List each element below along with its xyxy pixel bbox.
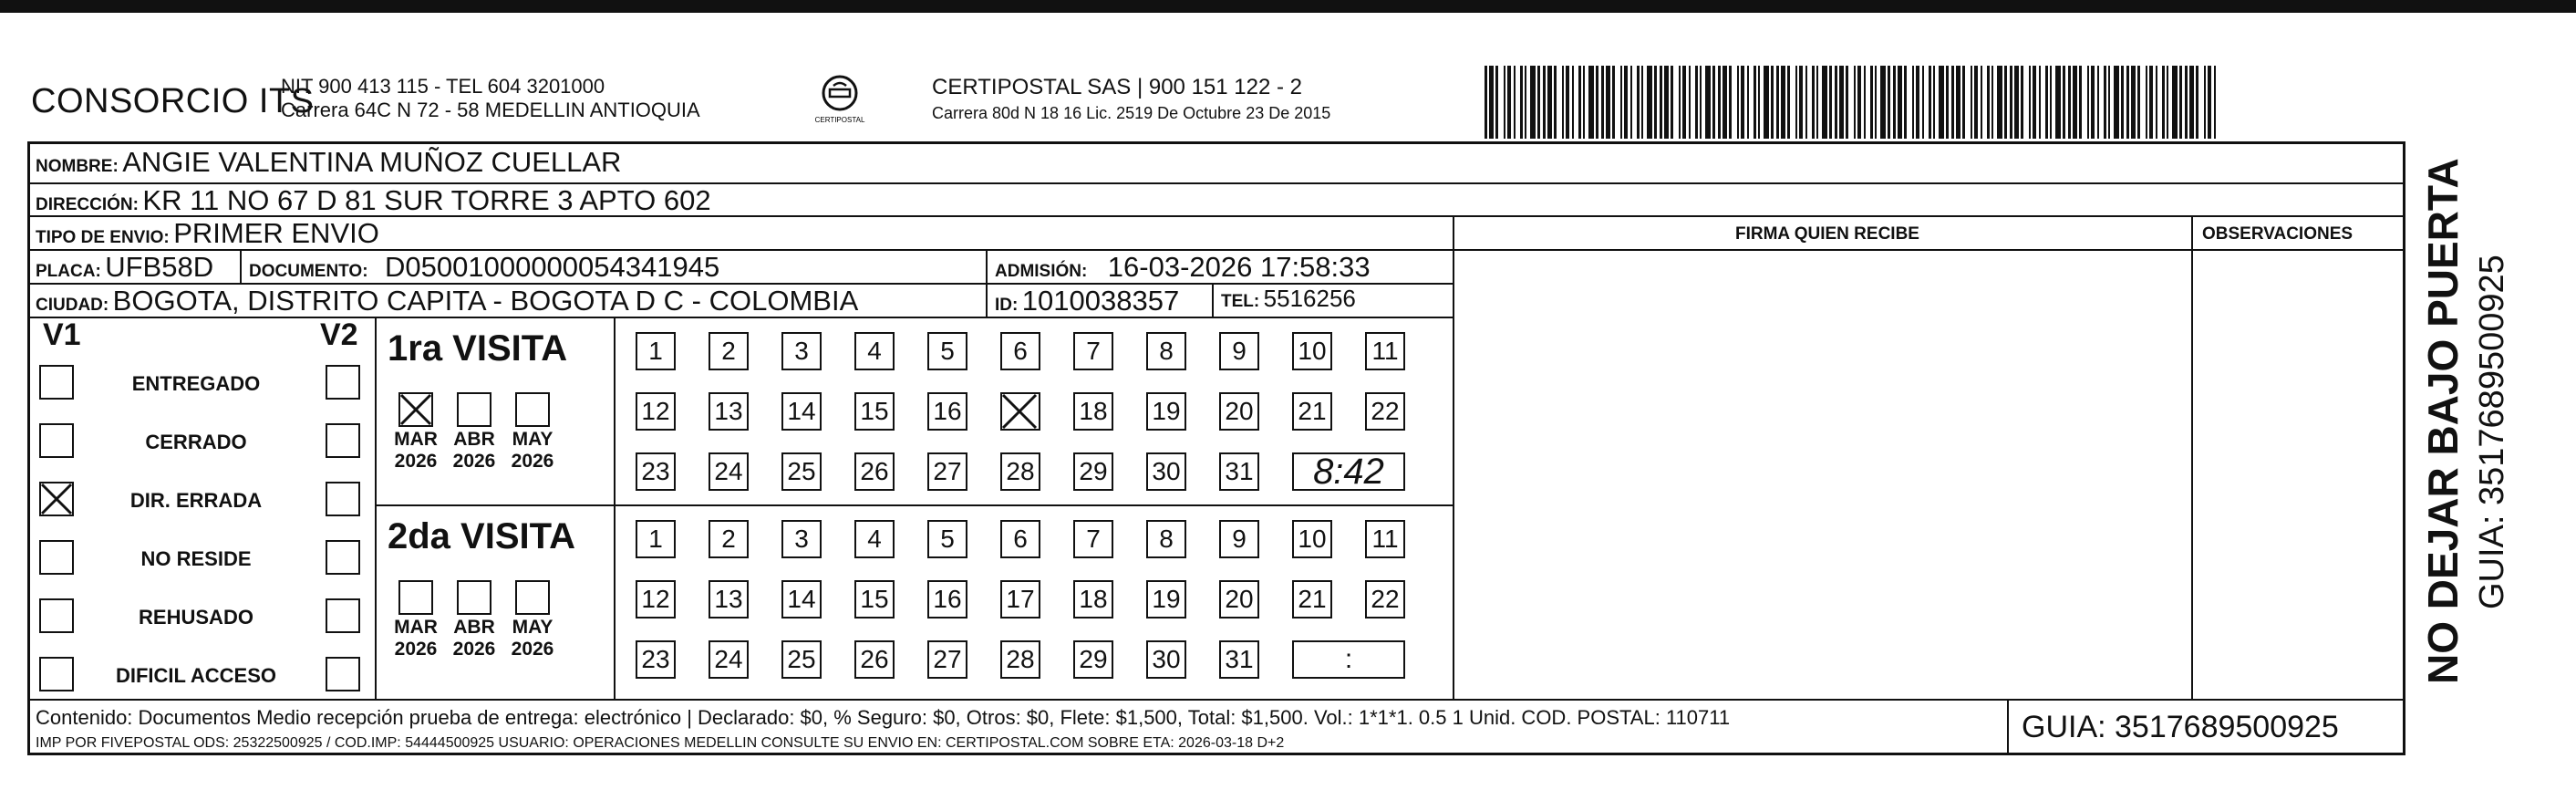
barcode [1485, 66, 2223, 139]
estado-label: NO RESIDE [140, 547, 252, 570]
day-box[interactable]: 10 [1292, 520, 1332, 558]
day-box[interactable]: 24 [709, 452, 749, 491]
day-box[interactable]: 5 [927, 332, 967, 370]
day-box[interactable]: 23 [636, 640, 676, 679]
admision-label: ADMISIÓN: [995, 262, 1088, 281]
day-box[interactable]: 19 [1146, 392, 1186, 431]
id-value: 1010038357 [1021, 285, 1180, 317]
day-box[interactable]: 26 [854, 640, 895, 679]
day-box[interactable]: 24 [709, 640, 749, 679]
month-label: ABR 2026 [452, 617, 496, 660]
month-checkbox[interactable] [398, 580, 433, 615]
day-box[interactable]: 31 [1219, 452, 1259, 491]
v2-checkbox[interactable] [326, 540, 360, 575]
day-box[interactable]: 13 [709, 580, 749, 618]
day-box[interactable]: 14 [781, 392, 822, 431]
visit-divider [375, 504, 1453, 506]
day-box[interactable]: 17 [1000, 580, 1040, 618]
day-box[interactable]: 25 [781, 452, 822, 491]
carrier-line: CERTIPOSTAL SAS | 900 151 122 - 2 [932, 75, 1302, 99]
primera-visita-title: 1ra VISITA [388, 328, 568, 369]
placa-label: PLACA: [36, 262, 101, 281]
documento-value: D05001000000054341945 [385, 251, 720, 283]
firma-label: FIRMA QUIEN RECIBE [1735, 224, 1919, 244]
day-box[interactable]: 30 [1146, 640, 1186, 679]
placa-cell [36, 251, 213, 284]
segunda-visita-title: 2da VISITA [388, 516, 575, 556]
v1-checkbox[interactable] [39, 482, 74, 516]
day-box[interactable]: 23 [636, 452, 676, 491]
day-box[interactable]: 27 [927, 640, 967, 679]
day-box[interactable]: 29 [1073, 452, 1113, 491]
day-box[interactable]: 22 [1365, 580, 1405, 618]
tipo-label: TIPO DE ENVIO: [36, 228, 170, 247]
day-box[interactable]: 22 [1365, 392, 1405, 431]
day-box[interactable]: 11 [1365, 332, 1405, 370]
col-divider [1453, 215, 1454, 699]
day-box[interactable]: 7 [1073, 520, 1113, 558]
day-box[interactable]: 20 [1219, 392, 1259, 431]
col-divider [1212, 283, 1214, 317]
contenido-text: Contenido: Documentos Medio recepción prueba de entrega: electrónico | Declarado: $0, % Seguro: $0, Otros: $0, Flete: $1,500, Total: $1,500. Vol.: 1*1*1. 0.5 1 Unid. COD. POSTAL: 110711 [36, 706, 1731, 729]
v2-header: V2 [320, 317, 358, 352]
day-box[interactable]: 30 [1146, 452, 1186, 491]
check-x-mark [398, 392, 433, 427]
day-box[interactable]: 9 [1219, 520, 1259, 558]
v1-checkbox[interactable] [39, 423, 74, 458]
tel-label: TEL: [1221, 292, 1260, 311]
tipo-value: PRIMER ENVIO [173, 217, 379, 249]
imp-text: IMP POR FIVEPOSTAL ODS: 25322500925 / COD.IMP: 54444500925 USUARIO: OPERACIONES MEDELLIN CONSULTE SU ENVIO EN: CERTIPOSTAL.COM SOBRE ETA: 2026-03-18 D+2 [36, 735, 1285, 751]
col-divider [240, 249, 242, 283]
estado-label: DIFICIL ACCESO [115, 664, 276, 687]
day-box[interactable]: 12 [636, 392, 676, 431]
documento-cell [249, 251, 719, 284]
day-box[interactable]: 19 [1146, 580, 1186, 618]
placa-value: UFB58D [105, 251, 214, 283]
month-label: ABR 2026 [452, 429, 496, 472]
month-checkbox[interactable] [515, 580, 550, 615]
day-box[interactable]: 21 [1292, 580, 1332, 618]
month-checkbox[interactable] [457, 580, 491, 615]
day-box[interactable]: 18 [1073, 392, 1113, 431]
day-box[interactable]: 6 [1000, 332, 1040, 370]
admision-cell [995, 251, 1371, 284]
day-box[interactable] [1000, 392, 1040, 431]
day-box[interactable]: 3 [781, 332, 822, 370]
day-box[interactable]: 12 [636, 580, 676, 618]
day-box[interactable]: 1 [636, 332, 676, 370]
estado-label: ENTREGADO [131, 372, 261, 395]
id-cell [995, 285, 1179, 317]
company-info [281, 75, 700, 122]
day-box[interactable]: 15 [854, 580, 895, 618]
side-guia: GUIA: 3517689500925 [2473, 255, 2511, 609]
v2-checkbox[interactable] [326, 598, 360, 633]
day-box[interactable]: 1 [636, 520, 676, 558]
v1-checkbox[interactable] [39, 657, 74, 691]
v2-checkbox[interactable] [326, 365, 360, 400]
month-label: MAR 2026 [394, 617, 438, 660]
estado-label: DIR. ERRADA [129, 489, 263, 512]
company-name: CONSORCIO ITS [31, 82, 315, 120]
direccion-value: KR 11 NO 67 D 81 SUR TORRE 3 APTO 602 [142, 184, 711, 216]
day-box[interactable]: 10 [1292, 332, 1332, 370]
day-box[interactable]: 13 [709, 392, 749, 431]
day-box[interactable]: 6 [1000, 520, 1040, 558]
ciudad-label: CIUDAD: [36, 296, 109, 315]
day-box[interactable]: 2 [709, 332, 749, 370]
day-box[interactable]: 8 [1146, 332, 1186, 370]
v2-checkbox[interactable] [326, 482, 360, 516]
day-box[interactable]: 28 [1000, 640, 1040, 679]
v2-checkbox[interactable] [326, 423, 360, 458]
month-label: MAY 2026 [511, 429, 554, 472]
v2-checkbox[interactable] [326, 657, 360, 691]
month-checkbox[interactable] [398, 392, 433, 427]
day-box[interactable]: 4 [854, 332, 895, 370]
documento-label: DOCUMENTO: [249, 262, 368, 281]
company-address: Carrera 64C N 72 - 58 MEDELLIN ANTIOQUIA [281, 99, 700, 121]
col-divider [2191, 215, 2193, 699]
v1-checkbox[interactable] [39, 540, 74, 575]
row-divider [1453, 249, 2403, 251]
day-box[interactable]: 27 [927, 452, 967, 491]
month-label: MAR 2026 [394, 429, 438, 472]
day-box[interactable]: 26 [854, 452, 895, 491]
check-x-mark [1000, 392, 1039, 431]
month-checkbox[interactable] [457, 392, 491, 427]
day-box[interactable]: 20 [1219, 580, 1259, 618]
day-box[interactable]: 9 [1219, 332, 1259, 370]
tipo-row [36, 217, 379, 250]
day-box[interactable]: 7 [1073, 332, 1113, 370]
estado-label: CERRADO [145, 431, 247, 453]
certipostal-logo [813, 71, 866, 126]
top-edge-bar [0, 0, 2576, 13]
time-box[interactable]: 8:42 [1292, 452, 1405, 491]
carrier-sub: Carrera 80d N 18 16 Lic. 2519 De Octubre 23 De 2015 [932, 104, 1331, 122]
col-divider [2007, 699, 2009, 755]
col-divider [375, 317, 377, 699]
day-box[interactable]: 21 [1292, 392, 1332, 431]
day-box[interactable]: 15 [854, 392, 895, 431]
footer-divider [30, 699, 2403, 701]
tel-cell [1221, 285, 1356, 313]
v1-header: V1 [43, 317, 81, 352]
day-box[interactable]: 4 [854, 520, 895, 558]
day-box[interactable]: 5 [927, 520, 967, 558]
day-box[interactable]: 16 [927, 392, 967, 431]
col-divider [614, 317, 616, 699]
day-box[interactable]: 2 [709, 520, 749, 558]
v1-checkbox[interactable] [39, 598, 74, 633]
direccion-row [36, 184, 711, 217]
guia-footer: GUIA: 3517689500925 [2022, 710, 2339, 744]
tel-value: 5516256 [1263, 285, 1356, 312]
no-dejar-warning: NO DEJAR BAJO PUERTA [2419, 158, 2467, 684]
admision-value: 16-03-2026 17:58:33 [1107, 251, 1371, 283]
v1-checkbox[interactable] [39, 365, 74, 400]
nombre-row [36, 146, 621, 179]
id-label: ID: [995, 296, 1019, 315]
day-box[interactable]: 11 [1365, 520, 1405, 558]
month-checkbox[interactable] [515, 392, 550, 427]
day-box[interactable]: 18 [1073, 580, 1113, 618]
day-box[interactable]: 31 [1219, 640, 1259, 679]
day-box[interactable]: 28 [1000, 452, 1040, 491]
day-box[interactable]: 14 [781, 580, 822, 618]
day-box[interactable]: 29 [1073, 640, 1113, 679]
day-box[interactable]: 16 [927, 580, 967, 618]
ciudad-value: BOGOTA, DISTRITO CAPITA - BOGOTA D C - COLOMBIA [112, 285, 859, 317]
day-box[interactable]: 3 [781, 520, 822, 558]
day-box[interactable]: 8 [1146, 520, 1186, 558]
delivery-form [27, 141, 2405, 755]
observaciones-label: OBSERVACIONES [2202, 224, 2354, 244]
day-box[interactable]: 25 [781, 640, 822, 679]
direccion-label: DIRECCIÓN: [36, 195, 139, 214]
col-divider [986, 283, 988, 317]
col-divider [986, 249, 988, 283]
ciudad-cell [36, 285, 858, 317]
check-x-mark [39, 482, 74, 516]
nombre-label: NOMBRE: [36, 157, 119, 176]
time-box[interactable]: : [1292, 640, 1405, 679]
nit-line: NIT 900 413 115 - TEL 604 3201000 [281, 75, 605, 98]
nombre-value: ANGIE VALENTINA MUÑOZ CUELLAR [122, 146, 622, 178]
month-label: MAY 2026 [511, 617, 554, 660]
logo-caption: CERTIPOSTAL [814, 116, 865, 124]
estado-label: REHUSADO [139, 606, 253, 629]
